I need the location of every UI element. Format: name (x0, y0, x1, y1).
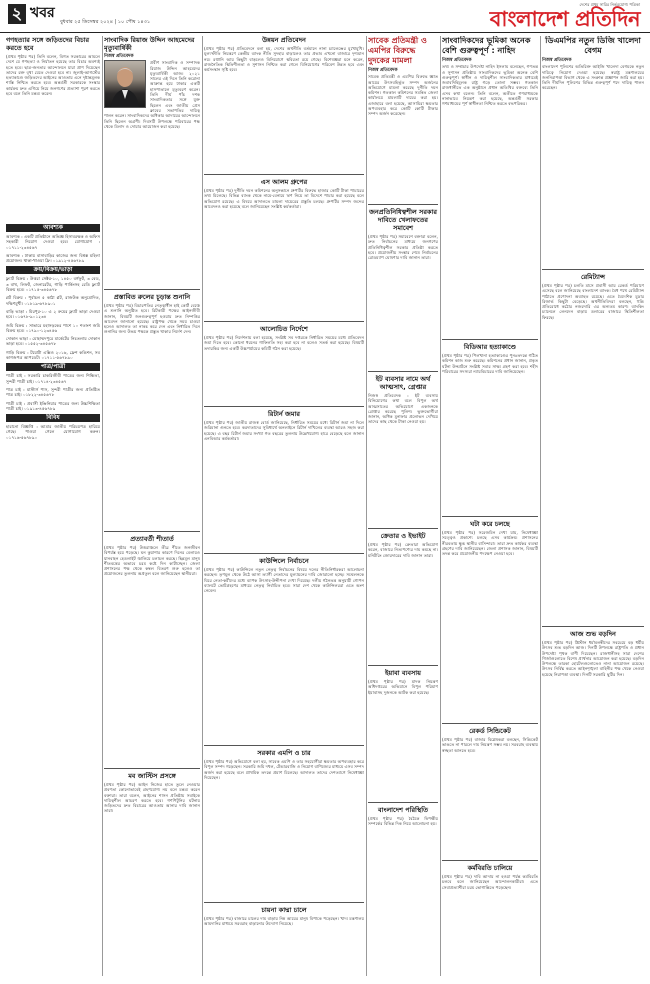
column-3 (204, 36, 364, 978)
article-headline: রেকর্ড সিন্ডিকেট (469, 727, 511, 735)
classified-ad: গাড়ি বিক্রয় : টয়োটা এক্সিও ২০১৬, ফ্রেশ কন্ডিশন, সব কাগজপত্র আপডেট। ০১৭১১-৫৬৭৮৯০ (6, 349, 100, 361)
article (104, 535, 200, 765)
article-byline: নিজস্ব প্রতিবেদক (104, 54, 134, 59)
article-body: (প্রথম পৃষ্ঠার পর) জাতীয় রাজস্ব বোর্ড জানিয়েছে, নির্ধারিত সময়ের মধ্যে রিটার্ন জমা না দিলে জরিমানা গুনতে হবে। করদাতাদের সুবিধার্থে অনলাইনে রিটার্ন দাখিলের ব্যবস্থা আরও সহজ করা হয়েছে। এ বছর রিটার্ন জমার সংখ্যা গত বছরের তুলনায় উল্লেখযোগ্য হারে বেড়েছে বলে জানান এনবিআর কর্মকর্তারা। (204, 420, 364, 441)
classified-heading: বিবিধ (6, 414, 100, 422)
article-body: (প্রথম পৃষ্ঠার পর) সরেজমিন দেখা যায়, নিষেধাজ্ঞা সত্ত্বেও প্রকাশ্যে চলছে এসব কার্যক্রম। প্রশাসনের নীরবতায় ক্ষুব্ধ স্থানীয় বাসিন্দারা। তারা দ্রুত কার্যকর ব্যবস্থা গ্রহণের দাবি জানিয়েছেন। জেলা প্রশাসক জানান, বিষয়টি তদন্ত করে প্রয়োজনীয় পদক্ষেপ নেওয়া হবে। (442, 530, 538, 557)
article-headline: আজ শুভ বড়দিন (570, 630, 616, 638)
article (368, 36, 438, 201)
article-headline: প্রত্যাবর্তী শীতার্ত (130, 535, 174, 543)
column-divider (102, 36, 103, 976)
article (104, 36, 200, 286)
divider (442, 516, 538, 517)
article (204, 906, 364, 978)
article (442, 864, 538, 974)
article-headline: মব জাস্টিস প্রসঙ্গে (128, 772, 176, 780)
article-headline: প্রস্তাবিত রুলের চূড়ান্ত শুনানি (113, 293, 191, 301)
article-headline: সাংবাদিক রিয়াজ উদ্দিন আহমেদের মৃত্যুবার্ষিকী (104, 36, 195, 52)
divider (542, 626, 644, 627)
article (368, 806, 438, 956)
classified-ad: পাত্রী চাই : প্রবাসী ইঞ্জিনিয়ার পাত্রের জন্য উচ্চশিক্ষিতা পাত্রী চাই। ০১৯১৩-৪৫৬৭৮৯ (6, 400, 100, 411)
classified-ad: হারানো বিজ্ঞপ্তি : আমার জাতীয় পরিচয়পত্র হারিয়ে গেছে। পাওয়া গেলে যোগাযোগ করুন। ০১৭১৬-৫৬৭৮৯০ (6, 424, 100, 440)
column-divider (366, 36, 367, 976)
article-body: (প্রথম পৃষ্ঠার পর) অভিযোগে বলা হয়, সাবেক এমপি ও তার সহযোগীরা ক্ষমতার অপব্যবহার করে বিপুল সম্পদ গড়েছেন। সরকারি জমি দখল, টেন্ডারবাজি ও নিয়োগ বাণিজ্যের মাধ্যমে এসব সম্পদ অর্জন করা হয়েছে বলে প্রাথমিক তদন্তে প্রমাণ মিলেছে। আদালত তাদের দেশত্যাগে নিষেধাজ্ঞা দিয়েছেন। (204, 759, 364, 780)
classified-heading: আবশ্যক (6, 224, 100, 232)
article (204, 410, 364, 550)
divider (442, 339, 538, 340)
article-byline: নিজস্ব প্রতিবেদক (442, 58, 472, 63)
article-body: (প্রথম পৃষ্ঠার পর) প্রতিবেদনে বলা হয়, দেশের অর্থনীতি বর্তমানে নানা চ্যালেঞ্জের মুখোমুখি। মূল্যস্ফীতি নিয়ন্ত্রণে কেন্দ্রীয় ব্যাংক নীতি সুদহার বাড়ালেও তার প্রভাব এখনো বাজারে দৃশ্যমান নয়। রপ্তানি আয় কিছুটা বাড়লেও বিনিয়োগে স্থবিরতা রয়ে গেছে। বিশেষজ্ঞরা মনে করেন, রাজনৈতিক স্থিতিশীলতা ও সুশাসন নিশ্চিত করা গেলে বিনিয়োগের পরিবেশ উন্নত হবে এবং কর্মসংস্থান সৃষ্টি হবে। (204, 46, 364, 73)
divider (442, 723, 538, 724)
article (104, 772, 200, 972)
divider (368, 665, 438, 666)
page-number: ২ (8, 4, 26, 24)
column-1 (6, 36, 100, 978)
article-body: (প্রথম পৃষ্ঠার পর) খ্রিস্টান ধর্মাবলম্বীদের সবচেয়ে বড় ধর্মীয় উৎসব শুভ বড়দিন আজ। দিনটি উপলক্ষে রাষ্ট্রপতি ও প্রধান উপদেষ্টা পৃথক বাণী দিয়েছেন। রাজধানীসহ সারা দেশের গির্জাগুলোতে বিশেষ প্রার্থনার আয়োজন করা হয়েছে। বড়দিন উপলক্ষে তারকা হোটেলগুলোতেও নানা আয়োজন রয়েছে। উৎসব নির্বিঘ্ন করতে আইনশৃঙ্খলা বাহিনীর পক্ষ থেকে নেওয়া হয়েছে নিরাপত্তা ব্যবস্থা। দিনটি সরকারি ছুটির দিন। (542, 640, 644, 677)
article (542, 273, 644, 623)
column-2 (104, 36, 200, 978)
divider (204, 321, 364, 322)
article (204, 557, 364, 742)
column-4 (368, 36, 438, 978)
article-body: (প্রথম পৃষ্ঠার পর) মাদক নিয়ন্ত্রণ অধিদপ্তরের অভিযানে বিপুল পরিমাণ ইয়াবাসহ দুজনকে আটক করা হয়েছে। (368, 679, 438, 695)
divider (368, 802, 438, 803)
article-headline: রিটার্ন জমার (268, 410, 300, 418)
masthead-title: বাংলাদেশ প্রতিদিন (489, 7, 640, 31)
issue-date: বুধবার ২৫ ডিসেম্বর ২০২৪ | ১০ পৌষ ১৪৩১ (60, 19, 151, 25)
divider (204, 902, 364, 903)
article-byline: নিজস্ব প্রতিবেদক (542, 58, 572, 63)
article (6, 36, 100, 221)
article-headline: কাউন্সিলে নির্বাচনে (259, 557, 309, 565)
article-body: (প্রথম পৃষ্ঠার পর) বিচারপতির নেতৃত্বাধীন হাই কোর্ট বেঞ্চে এ শুনানি অনুষ্ঠিত হবে। রিটকারী পক্ষের আইনজীবী জানান, বিষয়টি জনগুরুত্বপূর্ণ হওয়ায় দ্রুত নিষ্পত্তির আবেদন জানানো হয়েছে। রাষ্ট্রপক্ষ থেকে সময় চাওয়া হলেও আদালত তা নাকচ করে দেন এবং নির্ধারিত দিনে শুনানির জন্য উভয় পক্ষকে প্রস্তুত থাকার নির্দেশ দেন। (104, 303, 200, 335)
article-headline: ক্রেতার ও ইভাইট (380, 532, 426, 540)
article-body: প্রবীণ সাংবাদিক ও সম্পাদক রিয়াজ উদ্দিন আহমেদের মৃত্যুবার্ষিকী আজ। ২০২১ সালের এই দিনে তিনি করোনা আক্রান্ত হয়ে ঢাকার একটি হাসপাতালে মৃত্যুবরণ করেন। তিনি দীর্ঘ পাঁচ দশক সাংবাদিকতার সঙ্গে যুক্ত ছিলেন এবং জাতীয় প্রেস ক্লাবের সভাপতির দায়িত্ব পালন করেন। সাংবাদিকদের অধিকার আদায়ের আন্দোলনে তিনি ছিলেন অগ্রণী। দিবসটি উপলক্ষে পরিবারের পক্ষ থেকে মিলাদ ও দোয়ার আয়োজন করা হয়েছে। (104, 60, 200, 129)
divider (104, 289, 200, 290)
person-icon (105, 61, 145, 107)
article (542, 630, 644, 970)
article-headline: চায়না কাদ্মা চালে (261, 906, 307, 914)
article-byline: নিজস্ব প্রতিবেদক (368, 68, 398, 73)
article (442, 343, 538, 513)
article-body: সাবেক প্রতিমন্ত্রী ও এমপির বিরুদ্ধে জ্ঞাত আয়ের উৎসবহির্ভূত সম্পদ অর্জনের অভিযোগে মামলা করেছে দুর্নীতি দমন কমিশন। গতকাল কমিশনের সমন্বিত জেলা কার্যালয়ে মামলাটি দায়ের করা হয়। এজাহারে বলা হয়েছে, আসামিরা ক্ষমতার অপব্যবহার করে কোটি কোটি টাকার সম্পদ অর্জন করেছেন। (368, 74, 438, 117)
article (442, 727, 538, 857)
divider (104, 768, 200, 769)
column-divider (202, 36, 203, 976)
article-headline: বাংলাদেশ পরিস্থিতি (378, 806, 428, 814)
article-body: (প্রথম পৃষ্ঠার পর) সমাবেশে বক্তারা বলেন, দ্রুত নির্বাচনের মাধ্যমে জনগণের প্রতিনিধিত্বশীল সরকার প্রতিষ্ঠা করতে হবে। প্রয়োজনীয় সংস্কার শেষে নির্বাচনের রোডম্যাপ ঘোষণার দাবি জানান তারা। (368, 234, 438, 261)
article-headline: ঘটা করে চলছে (470, 520, 510, 528)
column-divider (440, 36, 441, 976)
article-body: (প্রথম পৃষ্ঠার পর) বাজারে চালের দাম বাড়ায় নিম্ন আয়ের মানুষ বিপাকে পড়েছেন। খাদ্য মন্ত্রণালয় আমদানির মাধ্যমে সরবরাহ বাড়ানোর উদ্যোগ নিয়েছে। (204, 916, 364, 927)
article-headline: সাবেক প্রতিমন্ত্রী ও এমপির বিরুদ্ধে দুদকের মামলা (368, 36, 427, 65)
classified-ad: ফ্ল্যাট বিক্রয় : উত্তরা সেক্টর-১০, ১৪৫০ বর্গফুট, ৩ বেড, ৩ বাথ, লিফট, জেনারেটর, গাড়ি পার্কিংসহ রেডি ফ্ল্যাট বিক্রয় হবে। ০১৭১৫-৩৪৫৬৭৮ (6, 276, 100, 293)
article-body: তথ্য ও সম্প্রচার উপদেষ্টা নাহিদ ইসলাম বলেছেন, গণতন্ত্র ও সুশাসন প্রতিষ্ঠায় সাংবাদিকদের ভূমিকা অনেক বেশি গুরুত্বপূর্ণ। স্বাধীন ও দায়িত্বশীল সাংবাদিকতার মাধ্যমেই জবাবদিহিমূলক রাষ্ট্র গড়ে তোলা সম্ভব। গতকাল রাজধানীতে এক অনুষ্ঠানে প্রধান অতিথির বক্তব্যে তিনি এসব কথা বলেন। তিনি বলেন, অতীতে গণমাধ্যমকে নানাভাবে নিয়ন্ত্রণ করা হয়েছে, অন্তর্বর্তী সরকার গণমাধ্যমের পূর্ণ স্বাধীনতা নিশ্চিত করতে বদ্ধপরিকর। (442, 64, 538, 107)
article-body: নিজস্ব প্রতিবেদক : ইট ব্যবসায় বিনিয়োগের কথা বলে বিপুল অর্থ আত্মসাতের অভিযোগে একজনকে গ্রেপ্তার করেছে পুলিশ। ভুক্তভোগীরা জানান, অধিক মুনাফার প্রলোভন দেখিয়ে তাদের কাছ থেকে টাকা নেওয়া হয়। (368, 393, 438, 425)
section-label: খবর (30, 5, 55, 21)
divider (442, 860, 538, 861)
divider (368, 204, 438, 205)
divider (204, 745, 364, 746)
divider (542, 269, 644, 270)
article-headline: বিডিআর হত্যাকাণ্ডে (463, 343, 517, 351)
divider (204, 553, 364, 554)
classified-ad: পাত্র চাই : মাস্টার্স পাস, সুন্দরী পাত্রীর জন্য প্রতিষ্ঠিত পাত্র চাই। ০১৮২২-৩৪৫৬৭৮ (6, 386, 100, 398)
article-body: (প্রথম পৃষ্ঠার পর) বৈঠকে দ্বিপক্ষীয় সম্পর্কের বিভিন্ন দিক নিয়ে আলোচনা হয়। (368, 816, 438, 827)
divider (368, 371, 438, 372)
article-body: (প্রথম পৃষ্ঠার পর) আইন নিজের হাতে তুলে নেওয়ার প্রবণতা কোনোভাবেই গ্রহণযোগ্য নয় বলে মন্তব্য করেন বক্তারা। তারা বলেন, আইনের শাসন প্রতিষ্ঠায় সবাইকে দায়িত্বশীল আচরণ করতে হবে। গণপিটুনির ঘটনায় জড়িতদের দ্রুত বিচারের আওতায় আনার দাবি জানান তারা। (104, 782, 200, 814)
article (442, 36, 538, 336)
article-body: (প্রথম পৃষ্ঠার পর) দুর্নীতি দমন কমিশনের অনুসন্ধানে গ্রুপটির বিরুদ্ধে হাজার কোটি টাকা পাচারের তথ্য মিলেছে। বিভিন্ন ব্যাংক থেকে নামে-বেনামে ঋণ নিয়ে তা বিদেশে পাচার করা হয়েছে বলে অভিযোগ রয়েছে। এ বিষয়ে আদালতে মামলা দায়েরের প্রস্তুতি চলছে। গ্রুপটির সম্পদ জব্দের আবেদনও করা হয়েছে বলে জানিয়েছেন সংশ্লিষ্ট কর্মকর্তারা। (204, 188, 364, 209)
article (368, 669, 438, 799)
divider (368, 528, 438, 529)
article (368, 532, 438, 662)
column-divider (540, 36, 541, 976)
article-body: (প্রথম পৃষ্ঠার পর) উত্তরাঞ্চলে তীব্র শীতে জনজীবন বিপর্যস্ত হয়ে পড়েছে। ঘন কুয়াশার কারণে দিনের বেলায়ও যানবাহন হেডলাইট জ্বালিয়ে চলাচল করছে। ছিন্নমূল মানুষ শীতবস্ত্রের অভাবে চরম কষ্টে দিন কাটাচ্ছেন। জেলা প্রশাসনের পক্ষ থেকে কম্বল বিতরণ শুরু হলেও তা প্রয়োজনের তুলনায় অপ্রতুল বলে জানিয়েছেন স্থানীয়রা। (104, 545, 200, 577)
article-headline: উন্নয়ন প্রতিবেদন (262, 36, 306, 44)
classified-heading: ক্রয়/বিক্রয়/ভাড়া (6, 266, 100, 274)
classified-ad: জমি বিক্রয় : সাভারে মহাসড়কের পাশে ১০ শতাংশ জমি বিক্রয় হবে। ০১৭৯০-১২৩৪৫৬ (6, 322, 100, 333)
column-5 (442, 36, 538, 978)
article-body: বাংলাদেশ পুলিশের অতিরিক্ত আইজি খালেদা বেগমকে নতুন দায়িত্বে নিয়োগ দেওয়া হয়েছে। স্বরাষ্ট্র মন্ত্রণালয়ের জননিরাপত্তা বিভাগ থেকে এ সংক্রান্ত প্রজ্ঞাপন জারি করা হয়। তিনি দীর্ঘদিন পুলিশের বিভিন্ন গুরুত্বপূর্ণ পদে দায়িত্ব পালন করেছেন। (542, 64, 644, 91)
classified-ad: দোকান ভাড়া : মোহাম্মদপুরে মার্কেটের নিচতলায় দোকান ভাড়া হবে। ০১৫৫২-৩৪৫৬৭৮ (6, 336, 100, 347)
article (204, 36, 364, 171)
article (204, 178, 364, 318)
article-headline: ইয়াবা ব্যবসায় (385, 669, 421, 677)
article-body: (প্রথম পৃষ্ঠার পর) চলতি মাসে প্রবাসী আয় রেকর্ড পরিমাণে এসেছে বলে জানিয়েছে বাংলাদেশ ব্যাংক। বৈধ পথে রেমিট্যান্স পাঠাতে প্রণোদনা অব্যাহত রয়েছে। এতে বৈদেশিক মুদ্রার রিজার্ভ কিছুটা বেড়েছে। অর্থনীতিবিদরা বলছেন, হুন্ডি প্রতিরোধে কঠোর নজরদারি এর অন্যতম কারণ। ব্যাংকিং চ্যানেলে লেনদেন বাড়ায় ডলারের বাজারে স্থিতিশীলতা ফিরছে। (542, 283, 644, 320)
article-headline: কর্মবিরতি চালিয়ে (467, 864, 513, 872)
article-headline: ইট ব্যবসার নামে অর্থ আত্মসাৎ, গ্রেপ্তার (375, 375, 431, 391)
article-headline: সাংবাদিকদের ভূমিকা অনেক বেশি গুরুত্বপূর্ণ : নাহিদ (442, 36, 531, 55)
classified-ad: আবশ্যক : একটি প্রতিষ্ঠানে অভিজ্ঞ হিসাবরক্ষক ও অফিস সহকারী নিয়োগ দেওয়া হবে। যোগাযোগ : ০১৭১১-২৩৪৫৬৭ (6, 234, 100, 250)
article-body: (প্রথম পৃষ্ঠার পর) কাউন্সিলে নতুন নেতৃত্ব নির্বাচনের বিষয়ে দলের নীতিনির্ধারকরা আলোচনা করছেন। তৃণমূল থেকে উঠে আসা ত্যাগী নেতাদের মূল্যায়নের দাবি জোরালো হচ্ছে। সম্মেলনকে ঘিরে নেতা-কর্মীদের মধ্যে ব্যাপক উৎসাহ-উদ্দীপনা দেখা দিয়েছে। দলীয় গঠনতন্ত্র অনুযায়ী গোপন ব্যালটে ভোটগ্রহণের মাধ্যমে নেতৃত্ব নির্বাচিত হবে। সারা দেশ থেকে কাউন্সিলররা এতে অংশ নেবেন। (204, 567, 364, 594)
masthead (490, 2, 640, 30)
article-body: (প্রথম পৃষ্ঠার পর) নির্দেশনায় বলা হয়েছে, সংশ্লিষ্ট সব দপ্তরকে নির্ধারিত সময়ের মধ্যে প্রতিবেদন জমা দিতে হবে। কোনো ধরনের গাফিলতি সহ্য করা হবে না বলেও সতর্ক করা হয়েছে। বিষয়টি তদারকির জন্য একটি উচ্চপর্যায়ের কমিটি গঠন করা হয়েছে। (204, 335, 364, 351)
article-headline: গণহত্যার সঙ্গে জড়িতদের বিচার করতে হবে (6, 36, 90, 52)
page-header (0, 0, 650, 33)
portrait-photo (104, 60, 146, 108)
article (368, 375, 438, 525)
divider (104, 531, 200, 532)
article-body: (প্রথম পৃষ্ঠার পর) পিলখানা হত্যাকাণ্ডের পুনঃতদন্তে গঠিত কমিশন কাজ শুরু করেছে। কমিশনের প্রধান জানান, প্রকৃত ঘটনা উদ্ঘাটনে সংশ্লিষ্ট সবার সাক্ষ্য গ্রহণ করা হবে। শহীদ পরিবারের সদস্যরা ন্যায়বিচারের দাবি জানিয়েছেন। (442, 353, 538, 374)
article-headline: এস আলম গ্রুপের (260, 178, 308, 186)
article-headline: রেমিট্যান্স (580, 273, 606, 281)
article (368, 208, 438, 368)
classified-heading: পাত্র/পাত্রী (6, 363, 100, 371)
article-body: (প্রথম পৃষ্ঠার পর) তিনি বলেন, বিগত সরকারের আমলে দেশে যে গণহত্যা ও নির্যাতন হয়েছে তার বিচার অবশ্যই হতে হবে। ছাত্র-জনতার আন্দোলনে যারা প্রাণ দিয়েছেন তাদের রক্ত বৃথা যেতে দেওয়া হবে না। জুলাই-আগস্টের হত্যাকাণ্ডে জড়িতদের আইনের আওতায় এনে দৃষ্টান্তমূলক শাস্তি নিশ্চিত করতে হবে। অন্তর্বর্তী সরকারকে সংস্কার কার্যক্রম দ্রুত এগিয়ে নিয়ে জনগণের প্রত্যাশা পূরণ করতে হবে বলে তিনি মন্তব্য করেন। (6, 54, 100, 97)
article-body: (প্রথম পৃষ্ঠার পর) দাবি আদায় না হওয়া পর্যন্ত কর্মবিরতি চলবে বলে জানিয়েছেন আন্দোলনকারীরা। এতে সেবাপ্রত্যাশীরা চরম ভোগান্তিতে পড়েছেন। (442, 874, 538, 890)
article-headline: সরকার এমপি ও চার (257, 749, 311, 757)
article (204, 325, 364, 403)
article (442, 520, 538, 720)
article-body: (প্রথম পৃষ্ঠার পর) বাজার বিশ্লেষকরা বলছেন, সিন্ডিকেট ভাঙতে না পারলে দাম নিয়ন্ত্রণ সম্ভব নয়। সরবরাহ ব্যবস্থায় স্বচ্ছতা আনতে হবে। (442, 737, 538, 753)
article-headline: জনপ্রতিনিধিত্বশীল সরকার দাবিতে খেলাফতের সমাবেশ (369, 208, 437, 232)
article-body: (প্রথম পৃষ্ঠার পর) ক্রেতারা অভিযোগ করেন, বাজারে নিত্যপণ্যের দাম কমছে না। মনিটরিং জোরদারের দাবি জানান তারা। (368, 542, 438, 558)
classified-ad: বাড়ি ভাড়া : মিরপুর-১০ এ ২ রুমের ফ্ল্যাট ভাড়া দেওয়া হবে। ০১৬৭৮-৯০১২৩৪ (6, 308, 100, 320)
classified-ad: আবশ্যক : ঢাকায় বাসাবাড়ির কাজের জন্য বিশ্বস্ত মহিলা প্রয়োজন। থাকা-খাওয়া ফ্রি। ০১৯১২-৪৫৬৭৮৯ (6, 252, 100, 264)
classified-ad: প্লট বিক্রয় : পূর্বাচল ৫ কাঠা প্লট, রাজউক অনুমোদিত, দক্ষিণমুখী। ০১৮১৯-৬৭৮৯০১ (6, 295, 100, 306)
article (204, 749, 364, 899)
article (104, 293, 200, 528)
masthead-tagline: দেশের প্রথম সারির নির্ভরযোগ্য পত্রিকা (579, 2, 640, 7)
article (542, 36, 644, 266)
article-headline: আলোচিত নির্দেশে (260, 325, 308, 333)
article-headline: ডিএমপির নতুন ডিজি খালেদা বেগম (545, 36, 641, 55)
classified-ad: পাত্রী চাই : সরকারি চাকরিজীবী পাত্রের জন্য শিক্ষিতা, সুন্দরী পাত্রী চাই। ০১৭১৪-২৩৪৫৬৭ (6, 373, 100, 384)
column-6 (542, 36, 644, 978)
divider (204, 406, 364, 407)
divider (204, 174, 364, 175)
